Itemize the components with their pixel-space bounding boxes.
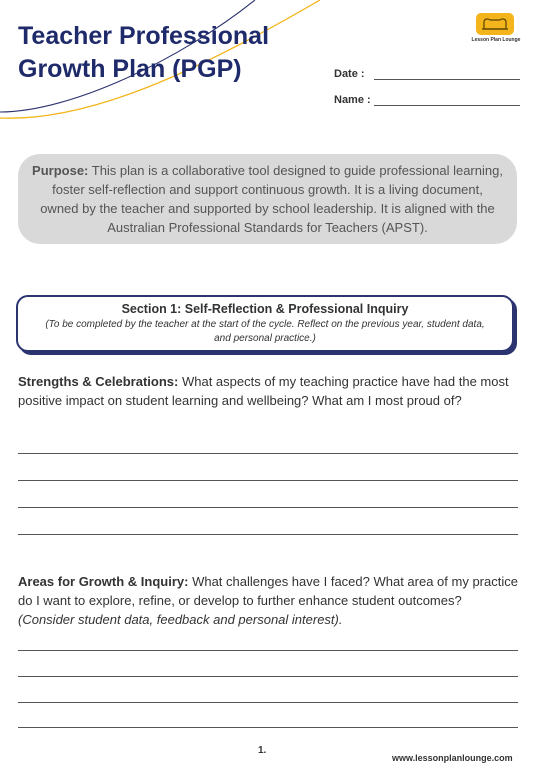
logo-icon [476,13,514,35]
strengths-writing-line-4[interactable] [18,534,518,535]
title-line-1: Teacher Professional [18,22,270,50]
name-input-line[interactable] [374,95,520,106]
date-input-line[interactable] [374,69,520,80]
strengths-question [18,372,518,410]
growth-note: (Consider student data, feedback and personal interest). [18,612,343,627]
strengths-writing-line-3[interactable] [18,507,518,508]
strengths-writing-line-1[interactable] [18,453,518,454]
title-line-2: Growth Plan (PGP) [18,55,242,83]
website-link[interactable]: www.lessonplanlounge.com [392,753,513,763]
date-label: Date : [334,68,365,80]
lesson-plan-lounge-logo [471,13,521,47]
growth-writing-line-1[interactable] [18,650,518,651]
name-field[interactable] [334,94,520,106]
growth-question [18,572,518,629]
page-title [18,20,269,86]
purpose-label: Purpose: [32,163,89,178]
purpose-text: This plan is a collaborative tool designed to guide professional learning, foster self-reflection and support continuous growth. It is a living document, owned by the teacher and supported by school leadership. It is aligned with the Australian Professional Standards for Teachers (APST). [40,163,503,235]
growth-writing-line-3[interactable] [18,702,518,703]
logo-text: Lesson Plan Lounge [471,37,521,43]
date-field[interactable] [334,68,520,80]
section-1-subtitle: (To be completed by the teacher at the start of the cycle. Reflect on the previous year, student data, and personal practice.) [45,319,485,344]
page-number: 1. [258,745,267,756]
growth-writing-line-4[interactable] [18,727,518,728]
strengths-text: What aspects of my teaching practice have had the most positive impact on student learning and wellbeing? What am I most proud of? [18,374,509,408]
growth-writing-line-2[interactable] [18,676,518,677]
name-label: Name : [334,94,371,106]
growth-text: What challenges have I faced? What area of my practice do I want to explore, refine, or develop to further enhance student outcomes? [18,574,518,608]
section-1-header [16,295,514,352]
strengths-label: Strengths & Celebrations: [18,374,179,389]
section-1-title: Section 1: Self-Reflection & Professional Inquiry [121,302,409,316]
strengths-writing-line-2[interactable] [18,480,518,481]
purpose-box [18,154,517,244]
growth-label: Areas for Growth & Inquiry: [18,574,189,589]
